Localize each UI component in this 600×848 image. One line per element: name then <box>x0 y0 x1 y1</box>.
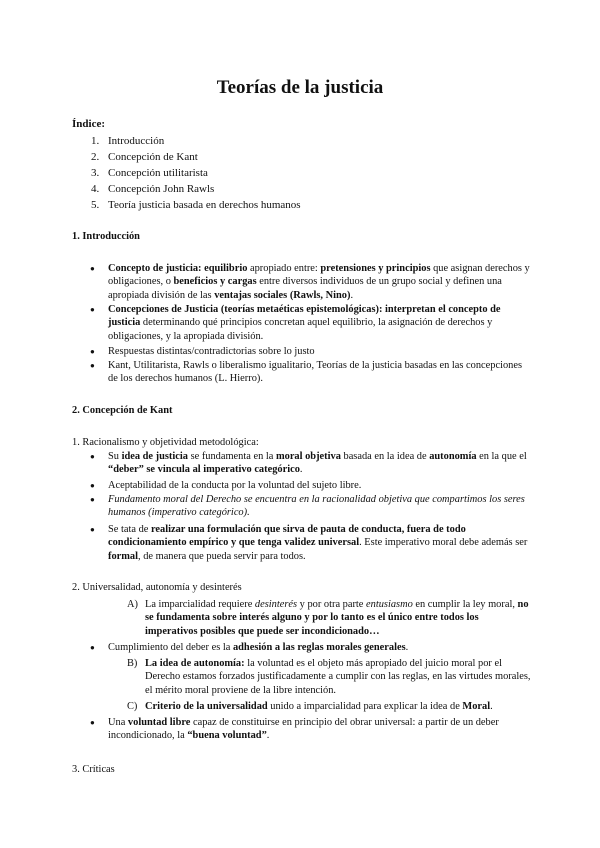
numbered-paragraph: 1. Racionalismo y objetividad metodológica: <box>72 437 259 448</box>
numbered-paragraph: 2. Universalidad, autonomía y desinterés <box>72 582 242 593</box>
list-letter: B) <box>127 658 138 669</box>
bullet-icon: ● <box>90 361 95 370</box>
bullet-paragraph: Concepto de justicia: equilibrio apropiado entre: pretensiones y principios que asignan derechos y obligaciones, o beneficios y cargas entre diversos individuos de un grupo social y definen una apropiada división de las ventajas sociales (Rawls, Nino). <box>108 263 530 301</box>
bullet-paragraph: Cumplimiento del deber es la adhesión a las reglas morales generales. <box>108 642 409 653</box>
bullet-icon: ● <box>90 452 95 461</box>
bullet-icon: ● <box>90 525 95 534</box>
bullet-paragraph: Concepciones de Justicia (teorías metaéticas epistemológicas): interpretan el concepto de justicia determinando qué principios concretan aquel equilibrio, la asignación de derechos y obligaciones, y la apropiada división. <box>108 304 501 342</box>
bullet-paragraph: Aceptabilidad de la conducta por la voluntad del sujeto libre. <box>108 480 362 491</box>
lettered-paragraph: Criterio de la universalidad unido a imparcialidad para explicar la idea de Moral. <box>145 701 493 712</box>
index-item: 2. Concepción de Kant <box>91 151 198 163</box>
bullet-paragraph: Su idea de justicia se fundamenta en la moral objetiva basada en la idea de autonomía en la que el “deber” se vincula al imperativo categórico. <box>108 451 527 476</box>
bullet-paragraph: Kant, Utilitarista, Rawls o liberalismo igualitario, Teorías de la justicia basadas en las concepciones de los derechos humanos (L. Hierro). <box>108 360 523 385</box>
bullet-icon: ● <box>90 264 95 273</box>
index-item: 4. Concepción John Rawls <box>91 183 215 195</box>
bullet-paragraph: Una voluntad libre capaz de constituirse en principio del obrar universal: a partir de un deber incondicionado, la “buena voluntad”. <box>108 717 499 742</box>
index-item: 1. Introducción <box>91 135 165 147</box>
numbered-paragraph: 3. Críticas <box>72 764 115 775</box>
lettered-paragraph: La imparcialidad requiere desinterés y por otra parte entusiasmo en cumplir la ley moral, no se fundamenta sobre interés alguno y por lo tanto es el único entre todos los imperativos posibles que puede ser incondicionado… <box>145 599 529 637</box>
index-item: 3. Concepción utilitarista <box>91 167 208 179</box>
lettered-paragraph: La idea de autonomía: la voluntad es el objeto más apropiado del juicio moral por el Derecho estamos forzados justificadamente a cumplir con las reglas, en las virtudes morales, el mérito moral proviene de la libre intención. <box>145 658 531 696</box>
bullet-icon: ● <box>90 495 95 504</box>
bullet-icon: ● <box>90 305 95 314</box>
bullet-icon: ● <box>90 718 95 727</box>
bullet-paragraph: Fundamento moral del Derecho se encuentra en la racionalidad objetiva que compartimos los seres humanos (imperativo categórico). <box>108 494 525 519</box>
index-item: 5. Teoría justicia basada en derechos humanos <box>91 199 301 211</box>
bullet-icon: ● <box>90 481 95 490</box>
bullet-paragraph: Respuestas distintas/contradictorias sobre lo justo <box>108 346 315 357</box>
section-heading: 2. Concepción de Kant <box>72 405 173 416</box>
list-letter: C) <box>127 701 138 712</box>
section-heading: 1. Introducción <box>72 231 140 242</box>
index-label: Índice: <box>72 118 105 130</box>
bullet-icon: ● <box>90 643 95 652</box>
document-title: Teorías de la justicia <box>216 77 384 98</box>
list-letter: A) <box>127 599 138 610</box>
bullet-icon: ● <box>90 347 95 356</box>
bullet-paragraph: Se tata de realizar una formulación que sirva de pauta de conducta, fuera de todo condicionamiento empírico y que tenga validez universal. Este imperativo moral debe además ser formal, de manera que pueda servir para todos. <box>108 524 528 562</box>
